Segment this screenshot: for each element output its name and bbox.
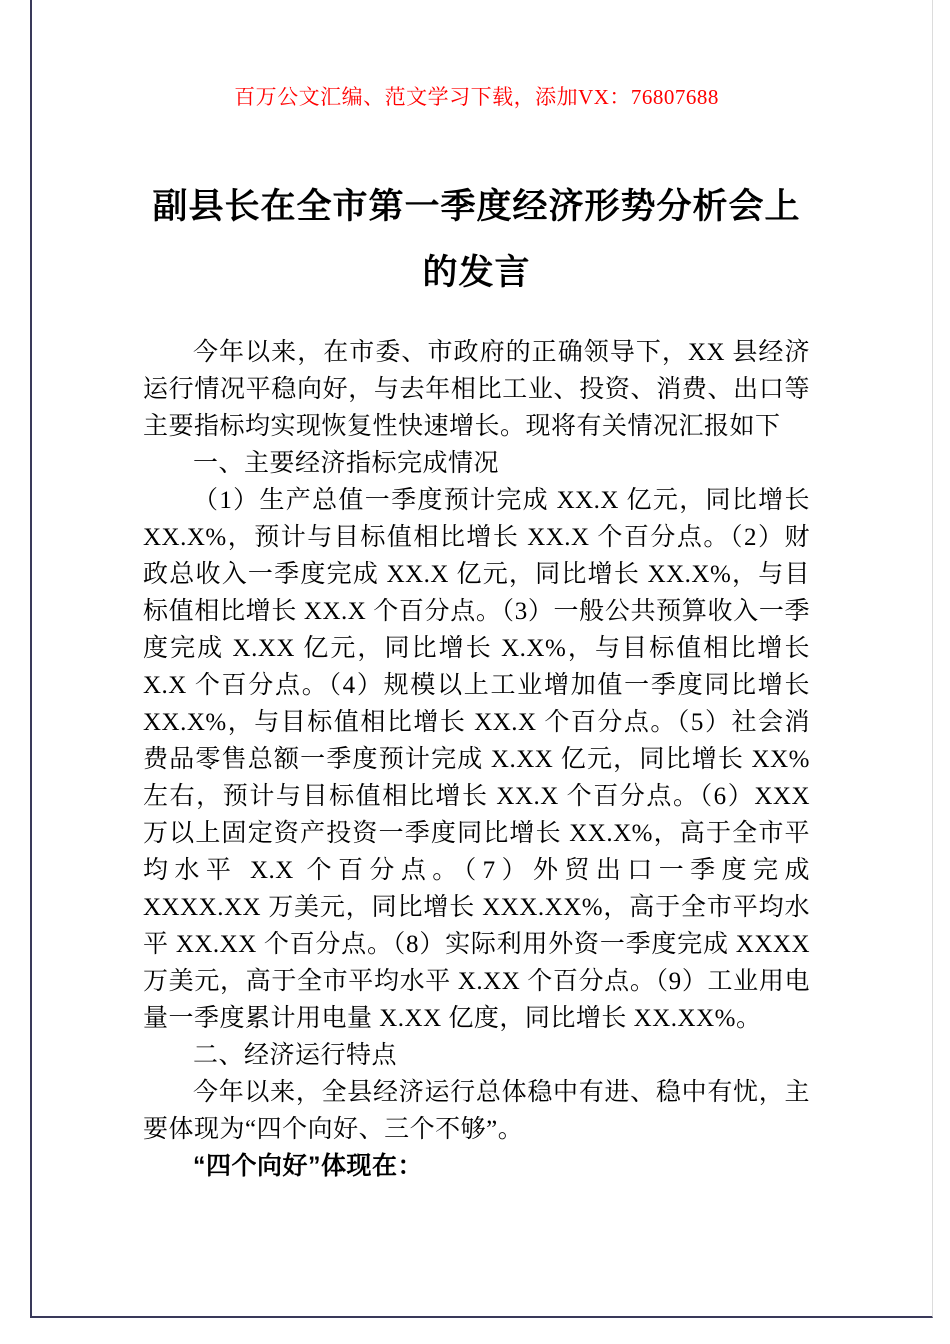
paragraph-intro: 今年以来，在市委、市政府的正确领导下，XX 县经济运行情况平稳向好，与去年相比工业、投资、消费、出口等主要指标均实现恢复性快速增长。现将有关情况汇报如下 bbox=[143, 339, 810, 440]
paragraph-economic-features: 今年以来，全县经济运行总体稳中有进、稳中有忧，主要体现为“四个向好、三个不够”。 bbox=[143, 1079, 810, 1143]
document-page bbox=[30, 0, 933, 1318]
paragraph-four-goods-lead: “四个向好”体现在： bbox=[193, 1152, 424, 1180]
section-heading-2: 二、经济运行特点 bbox=[193, 1042, 398, 1069]
section-heading-1: 一、主要经济指标完成情况 bbox=[193, 450, 500, 477]
document-title: 副县长在全市第一季度经济形势分析会上的发言 bbox=[152, 187, 801, 292]
paragraph-economic-indicators: （1）生产总值一季度预计完成 XX.X 亿元，同比增长 XX.X%，预计与目标值相比增长 XX.X 个百分点。（2）财政总收入一季度完成 XX.X 亿元，同比增长 XX.X%，与目标值相比增长 XX.X 个百分点。（3）一般公共预算收入一季度完成 X.XX 亿元，同比增长 X.X%，与目标值相比增长 X.X 个百分点。（4）规模以上工业增加值一季度同比增长 XX.X%，与目标值相比增长 XX.X 个百分点。（5）社会消费品零售总额一季度预计完成 X.XX 亿元，同比增长 XX% 左右，预计与目标值相比增长 XX.X 个百分点。（6）XXX 万以上固定资产投资一季度同比增长 XX.X%，高于全市平均水平 X.X 个百分点。（7）外贸出口一季度完成 XXXX.XX 万美元，同比增长 XXX.XX%，高于全市平均水平 XX.XX 个百分点。（8）实际利用外资一季度完成 XXXX 万美元，高于全市平均水平 X.XX 个百分点。（9）工业用电量一季度累计用电量 X.XX 亿度，同比增长 XX.XX%。 bbox=[143, 487, 810, 1032]
document-body bbox=[143, 334, 810, 1185]
page-content bbox=[32, 0, 932, 1185]
promo-notice-text: 百万公文汇编、范文学习下载，添加VX：76807688 bbox=[234, 85, 719, 109]
